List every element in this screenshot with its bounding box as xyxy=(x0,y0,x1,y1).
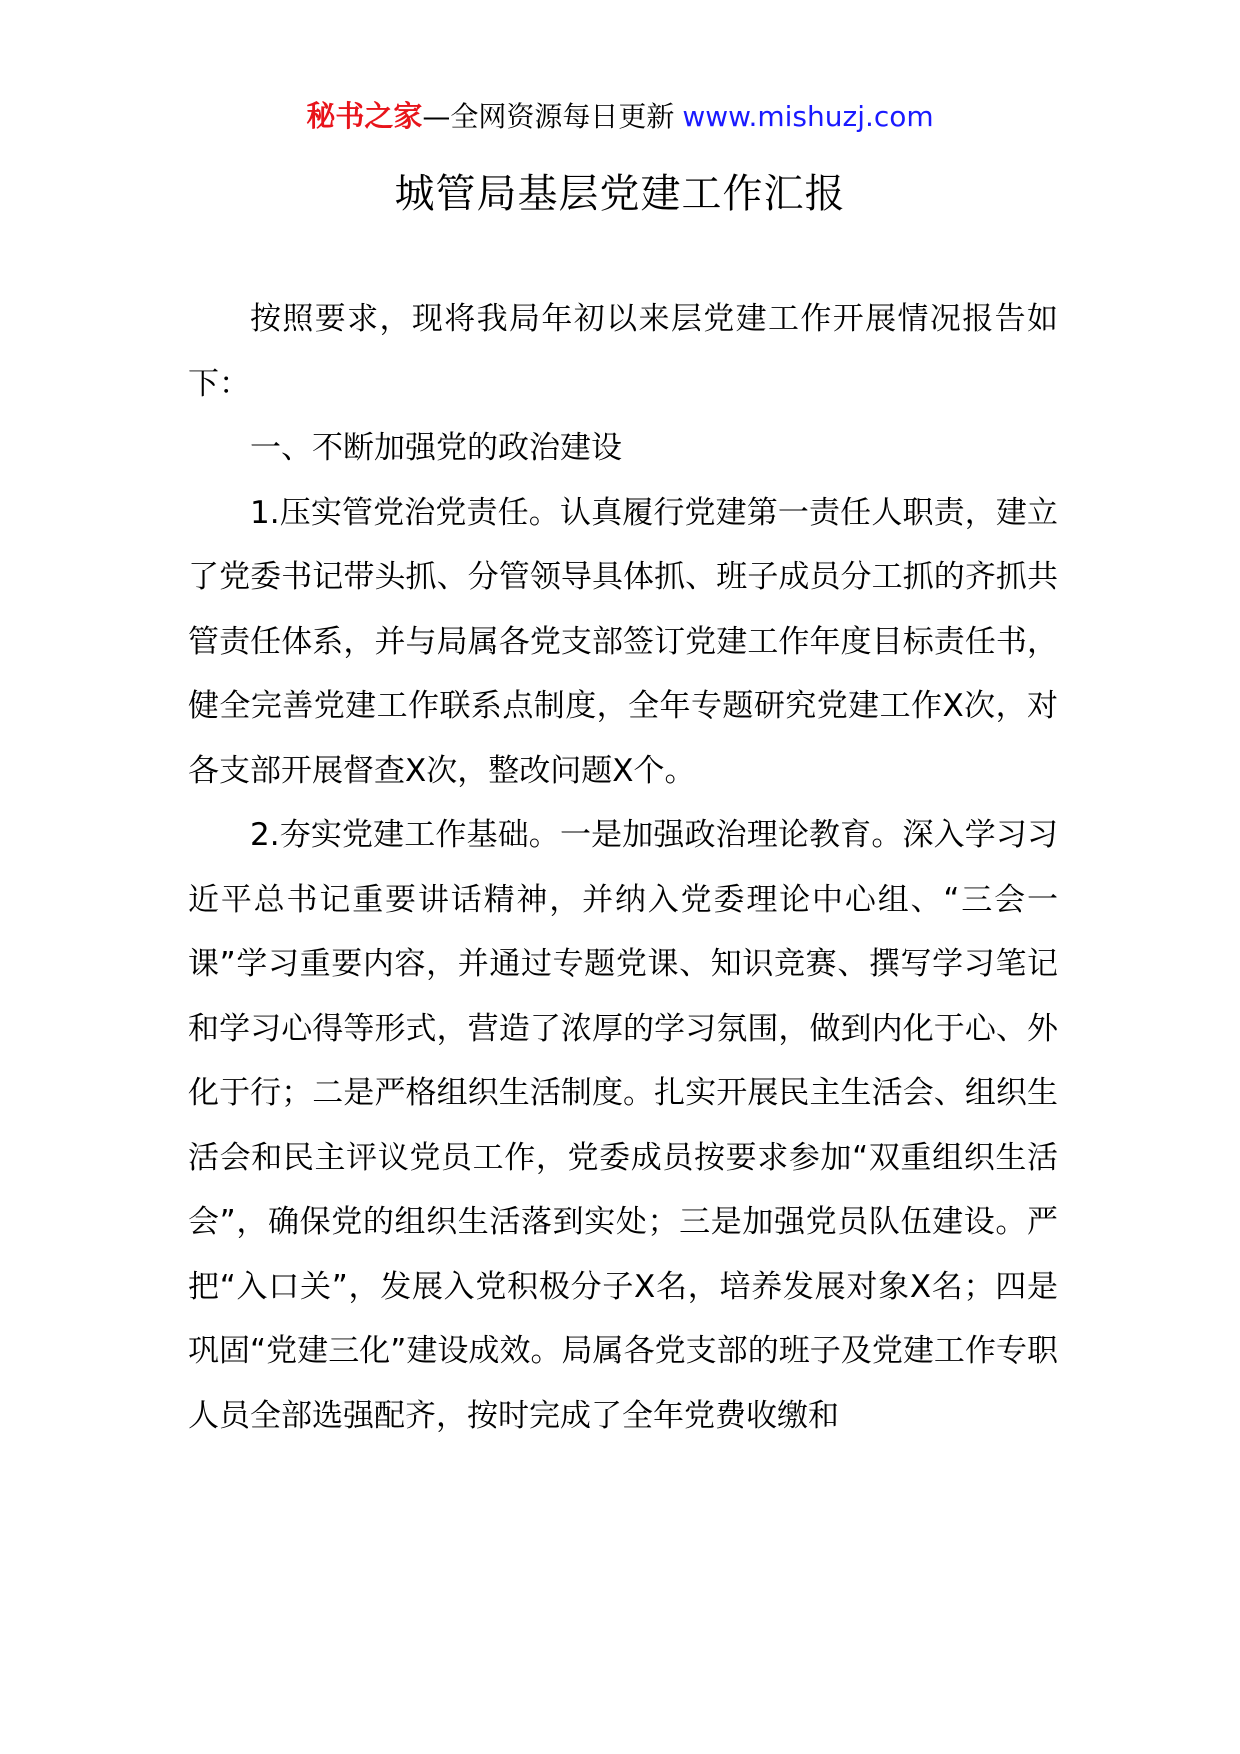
document-body xyxy=(188,287,1058,1448)
brand-name: 秘书之家 xyxy=(306,99,423,133)
section-heading: 一、不断加强党的政治建设 xyxy=(250,430,622,466)
document-title: 城管局基层党建工作汇报 xyxy=(394,171,846,217)
watermark-header xyxy=(0,96,1240,137)
body-paragraph: 2.夯实党建工作基础。一是加强政治理论教育。深入学习习近平总书记重要讲话精神，并纳入党委理论中心组、“三会一课”学习重要内容，并通过专题党课、知识竞赛、撰写学习笔记和学习心得等形式，营造了浓厚的学习氛围，做到内化于心、外化于行；二是严格组织生活制度。扎实开展民主生活会、组织生活会和民主评议党员工作，党委成员按要求参加“双重组织生活会”，确保党的组织生活落到实处；三是加强党员队伍建设。严把“入口关”，发展入党积极分子X名，培养发展对象X名；四是巩固“党建三化”建设成效。局属各党支部的班子及党建工作专职人员全部选强配齐，按时完成了全年党费收缴和 xyxy=(188,817,1058,1434)
body-paragraph: 1.压实管党治党责任。认真履行党建第一责任人职责，建立了党委书记带头抓、分管领导具体抓、班子成员分工抓的齐抓共管责任体系，并与局属各党支部签订党建工作年度目标责任书，健全完善党建工作联系点制度，全年专题研究党建工作X次，对各支部开展督查X次，整改问题X个。 xyxy=(188,494,1058,789)
header-slogan: —全网资源每日更新 xyxy=(422,100,675,133)
intro-paragraph: 按照要求，现将我局年初以来层党建工作开展情况报告如下： xyxy=(188,301,1058,402)
website-link[interactable]: www.mishuzj.com xyxy=(682,100,934,133)
